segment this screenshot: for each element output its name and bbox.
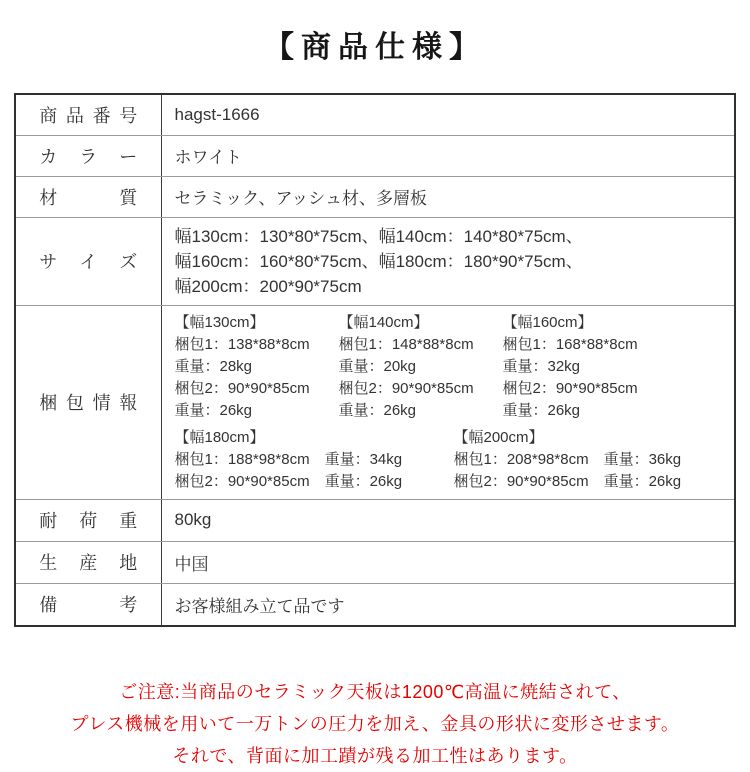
packing-line: 梱包2：90*90*85cm [338, 379, 474, 397]
page-title: 【商品仕様】 [264, 31, 486, 64]
packing-line: 重量：26kg [174, 401, 253, 419]
spec-table [14, 93, 736, 627]
packing-line: 重量：20kg [338, 357, 417, 375]
row-value-size [161, 217, 735, 305]
row-label: 生 産 地 [39, 553, 138, 573]
table-row-size [15, 217, 735, 305]
row-value-origin: 中国 [161, 541, 735, 583]
size-line: 幅130cm：130*80*75cm、幅140cm：140*80*75cm、 [174, 226, 583, 246]
row-label: 材 質 [39, 187, 138, 208]
row-label-cell [15, 583, 161, 626]
packing-line: 梱包1：148*88*8cm [338, 335, 474, 353]
row-value-item-number: hagst-1666 [161, 94, 735, 135]
packing-col-160cm [503, 312, 638, 422]
packing-line: 【幅140cm】 [338, 313, 429, 331]
packing-line: 梱包2：90*90*85cm 重量：26kg [174, 472, 403, 490]
row-label: 梱 包 情 報 [39, 393, 138, 413]
row-value-color: ホワイト [161, 135, 735, 176]
row-value-material: セラミック、アッシュ材、多層板 [161, 176, 735, 217]
row-label-cell [15, 217, 161, 305]
packing-line: 重量：28kg [174, 357, 253, 375]
row-label-cell [15, 499, 161, 541]
packing-line: 重量：26kg [502, 401, 581, 419]
packing-line: 重量：32kg [502, 357, 581, 375]
packing-col-200cm [454, 427, 682, 493]
table-row-color [15, 135, 735, 176]
packing-line: 重量：26kg [338, 401, 417, 419]
caution-line: ご注意:当商品のセラミック天板は1200℃高温に焼結されて、 [119, 682, 631, 702]
row-label: サ イ ズ [39, 252, 138, 272]
size-line: 幅160cm：160*80*75cm、幅180cm：180*90*75cm、 [174, 251, 583, 271]
row-value-load-capacity: 80kg [161, 499, 735, 541]
row-label: カ ラ ー [39, 146, 138, 167]
packing-col-180cm [175, 427, 454, 493]
row-label: 耐 荷 重 [39, 511, 138, 531]
table-row-load-capacity [15, 499, 735, 541]
row-label-cell [15, 135, 161, 176]
packing-line: 【幅180cm】 [174, 428, 265, 446]
size-lines [175, 224, 725, 299]
packing-line: 梱包2：90*90*85cm [174, 379, 310, 397]
row-label: 備 考 [39, 595, 138, 616]
product-spec-page [0, 22, 750, 772]
packing-line: 【幅130cm】 [174, 313, 265, 331]
row-value-remarks: お客様組み立て品です [161, 583, 735, 626]
table-row-packing [15, 305, 735, 499]
packing-line: 【幅200cm】 [453, 428, 544, 446]
packing-line: 梱包2：90*90*85cm 重量：26kg [453, 472, 682, 490]
packing-line: 梱包1：138*88*8cm [174, 335, 310, 353]
packing-col-130cm [175, 312, 339, 422]
table-row-origin [15, 541, 735, 583]
table-row-material [15, 176, 735, 217]
packing-group-2 [175, 427, 725, 493]
packing-group-1 [175, 312, 725, 422]
row-label-cell [15, 176, 161, 217]
size-line: 幅200cm：200*90*75cm [174, 276, 362, 296]
caution-line: プレス機械を用いて一万トンの圧力を加え、金具の形状に変形させます。 [70, 714, 680, 734]
packing-line: 【幅160cm】 [502, 313, 593, 331]
row-label-cell [15, 94, 161, 135]
caution-line: それで、背面に加工蹟が残る加工性はあります。 [172, 746, 578, 766]
packing-line: 梱包1：208*98*8cm 重量：36kg [453, 450, 682, 468]
row-value-packing [161, 305, 735, 499]
row-label: 商 品 番 号 [39, 105, 138, 126]
table-row-item-number [15, 94, 735, 135]
packing-col-140cm [339, 312, 503, 422]
row-label-cell [15, 541, 161, 583]
table-row-remarks [15, 583, 735, 626]
caution-note [0, 676, 750, 772]
packing-line: 梱包2：90*90*85cm [502, 379, 638, 397]
row-label-cell [15, 305, 161, 499]
packing-line: 梱包1：188*98*8cm 重量：34kg [174, 450, 403, 468]
packing-line: 梱包1：168*88*8cm [502, 335, 638, 353]
